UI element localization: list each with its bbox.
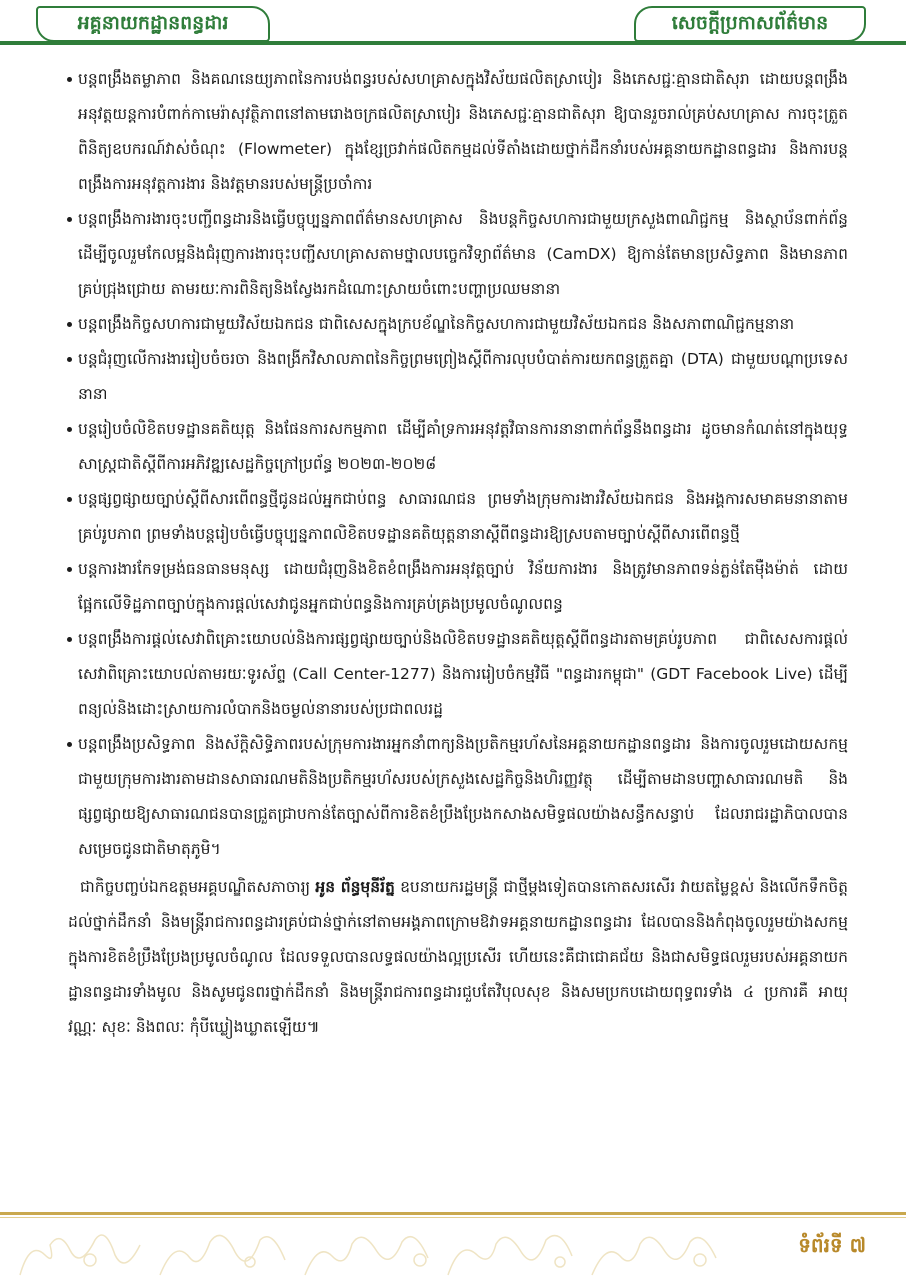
bullet-item-6 [78,482,848,552]
bullet-text: បន្តពង្រឹងកិច្ចសហការជាមួយវិស័យឯកជន ជាពិសេសក្នុងក្របខ័ណ្ឌនៃកិច្ចសហការជាមួយវិស័យឯកជន និងសភាពាណិជ្ជកម្មនានា [78,315,795,333]
closing-paragraph [68,870,848,1045]
footer-ornament-pattern [0,1220,906,1280]
bullet-text: បន្តជំរុញលើការងាររៀបចំចរចា និងពង្រីកវិសាលភាពនៃកិច្ចព្រមព្រៀងស្តីពីការលុបបំបាត់ការយកពន្ធត្រួតគ្នា (DTA) ជាមួយបណ្តាប្រទេសនានា [78,350,848,403]
bullet-item-9 [78,727,848,867]
bullet-item-3 [78,307,848,342]
bullet-dot-icon [67,742,72,747]
page-number: ទំព័រទី ៧ [798,1233,866,1257]
article-body [68,62,848,1045]
bullet-dot-icon [67,217,72,222]
bullet-dot-icon [67,567,72,572]
header-press-release-tab: សេចក្តីប្រកាសព័ត៌មាន [634,6,866,42]
bullet-list [78,62,848,867]
bullet-dot-icon [67,637,72,642]
page-header [0,0,906,48]
bullet-text: បន្តពង្រឹងការងារចុះបញ្ជីពន្ធដារនិងធ្វើបច្ចុប្បន្នភាពព័ត៌មានសហគ្រាស និងបន្តកិច្ចសហការជាមួយក្រសួងពាណិជ្ជកម្ម និងស្ថាប័នពាក់ព័ន្ធ ដើម្បីចូលរួមកែលម្អនិងជំរុញការងារចុះបញ្ជីសហគ្រាសតាមថ្នាលបច្ចេកវិទ្យាព័ត៌មាន (CamDX) ឱ្យកាន់តែមានប្រសិទ្ធភាព និងមានភាពគ្រប់ជ្រុងជ្រោយ តាមរយៈការពិនិត្យនិងស្វែងរកដំណោះស្រាយចំពោះបញ្ហាប្រឈមនានា [78,210,848,298]
header-department-tab: អគ្គនាយកដ្ឋានពន្ធដារ [36,6,270,42]
bullet-item-7 [78,552,848,622]
bullet-dot-icon [67,77,72,82]
closing-text-end: ឧបនាយករដ្ឋមន្ត្រី ជាថ្មីម្តងទៀតបានកោតសរសើរ វាយតម្លៃខ្ពស់ និងលើកទឹកចិត្តដល់ថ្នាក់ដឹកនាំ និងមន្ត្រីរាជការពន្ធដារគ្រប់ជាន់ថ្នាក់នៅតាមអង្គភាពក្រោមឱវាទអគ្គនាយកដ្ឋានពន្ធដារ ដែលបាននិងកំពុងចូលរួមយ៉ាងសកម្មក្នុងការខិតខំប្រឹងប្រែងប្រមូលចំណូល ដែលទទួលបានលទ្ធផលយ៉ាងល្អប្រសើរ ហើយនេះគឺជាជោគជ័យ និងជាសមិទ្ធផលរួមរបស់អគ្គនាយកដ្ឋានពន្ធដារទាំងមូល និងសូមជូនពរថ្នាក់ដឹកនាំ និងមន្ត្រីរាជការពន្ធដារជួបតែវិបុលសុខ និងសមប្រកបដោយពុទ្ធពរទាំង ៤ ប្រការគឺ អាយុ វណ្ណៈ សុខៈ និងពលៈ កុំបីឃ្លៀងឃ្លាតឡើយ៕ [68,878,848,1036]
bullet-item-5 [78,412,848,482]
footer-rule-thin [0,1217,906,1218]
bullet-item-8 [78,622,848,727]
bullet-item-2 [78,202,848,307]
official-name: អូន ព័ន្ធមុនីរ័ត្ន [315,878,395,896]
bullet-text: បន្តផ្សព្វផ្សាយច្បាប់ស្តីពីសារពើពន្ធថ្មីជូនដល់អ្នកជាប់ពន្ធ សាធារណជន ព្រមទាំងក្រុមការងារវិស័យឯកជន និងអង្គការសមាគមនានាតាមគ្រប់រូបភាព ព្រមទាំងបន្តរៀបចំធ្វើបច្ចុប្បន្នភាពលិខិតបទដ្ឋានគតិយុត្តនានាស្តីពីពន្ធដារឱ្យស្របតាមច្បាប់ស្តីពីសារពើពន្ធថ្មី [78,490,848,543]
bullet-text: បន្តពង្រឹងតម្លាភាព និងគណនេយ្យភាពនៃការបង់ពន្ធរបស់សហគ្រាសក្នុងវិស័យផលិតស្រាបៀរ និងភេសជ្ជៈគ្មានជាតិសុរា ដោយបន្តពង្រឹងអនុវត្តយន្តការបំពាក់កាមេរ៉ាសុវត្ថិភាពនៅតាមរោងចក្រផលិតស្រាបៀរ និងភេសជ្ជៈគ្មានជាតិសុរា ឱ្យបានរួចរាល់គ្រប់សហគ្រាស ការចុះត្រួតពិនិត្យឧបករណ៍វាស់ចំណុះ (Flowmeter) ក្នុងខ្សែច្រវាក់ផលិតកម្មដល់ទីតាំងដោយថ្នាក់ដឹកនាំរបស់អគ្គនាយកដ្ឋានពន្ធដារ និងការបន្តពង្រឹងការអនុវត្តការងារ និងវត្តមានរបស់មន្ត្រីប្រចាំការ [78,70,848,193]
closing-text-start: ជាកិច្ចបញ្ចប់ឯកឧត្តមអគ្គបណ្ឌិតសភាចារ្យ [80,878,316,896]
bullet-text: បន្តការងារកែទម្រង់ធនធានមនុស្ស ដោយជំរុញនិងខិតខំពង្រឹងការអនុវត្តច្បាប់ វិន័យការងារ និងត្រូវមានភាពទន់ភ្លន់តែម៉ឺងម៉ាត់ ដោយផ្អែកលើទិដ្ឋភាពច្បាប់ក្នុងការផ្តល់សេវាជូនអ្នកជាប់ពន្ធនិងការគ្រប់គ្រងប្រមូលចំណូលពន្ធ [78,560,848,613]
bullet-dot-icon [67,427,72,432]
bullet-dot-icon [67,357,72,362]
bullet-item-4 [78,342,848,412]
bullet-text: បន្តពង្រឹងប្រសិទ្ធភាព និងស័ក្តិសិទ្ធិភាពរបស់ក្រុមការងារអ្នកនាំពាក្យនិងប្រតិកម្មរហ័សនៃអគ្គនាយកដ្ឋានពន្ធដារ និងការចូលរួមដោយសកម្មជាមួយក្រុមការងារតាមដានសាធារណមតិនិងប្រតិកម្មរហ័សរបស់ក្រសួងសេដ្ឋកិច្ចនិងហិរញ្ញវត្ថុ ដើម្បីតាមដានបញ្ហាសាធារណមតិ និងផ្សព្វផ្សាយឱ្យសាធារណជនបានជ្រួតជ្រាបកាន់តែច្បាស់ពីការខិតខំប្រឹងប្រែងកសាងសមិទ្ធផលយ៉ាងសន្ធឹកសន្ធាប់ ដែលរាជរដ្ឋាភិបាលបានសម្រេចជូនជាតិមាតុភូមិ។ [78,735,848,858]
footer-rule [0,1212,906,1215]
bullet-text: បន្តរៀបចំលិខិតបទដ្ឋានគតិយុត្ត និងផែនការសកម្មភាព ដើម្បីគាំទ្រការអនុវត្តវិធានការនានាពាក់ព័ន្ធនឹងពន្ធដារ ដូចមានកំណត់នៅក្នុងយុទ្ធសាស្ត្រជាតិស្តីពីការអភិវឌ្ឍសេដ្ឋកិច្ចក្រៅប្រព័ន្ធ ២០២៣-២០២៨ [78,420,848,473]
bullet-item-1 [78,62,848,202]
bullet-dot-icon [67,497,72,502]
bullet-dot-icon [67,322,72,327]
bullet-text: បន្តពង្រឹងការផ្តល់សេវាពិគ្រោះយោបល់និងការផ្សព្វផ្សាយច្បាប់និងលិខិតបទដ្ឋានគតិយុត្តស្តីពីពន្ធដារតាមគ្រប់រូបភាព ជាពិសេសការផ្តល់សេវាពិគ្រោះយោបល់តាមរយៈទូរស័ព្ទ (Call Center-1277) និងការរៀបចំកម្មវិធី "ពន្ធដារកម្ពុជា" (GDT Facebook Live) ដើម្បីពន្យល់និងដោះស្រាយការលំបាកនិងចម្ងល់នានារបស់ប្រជាពលរដ្ឋ [78,630,848,718]
